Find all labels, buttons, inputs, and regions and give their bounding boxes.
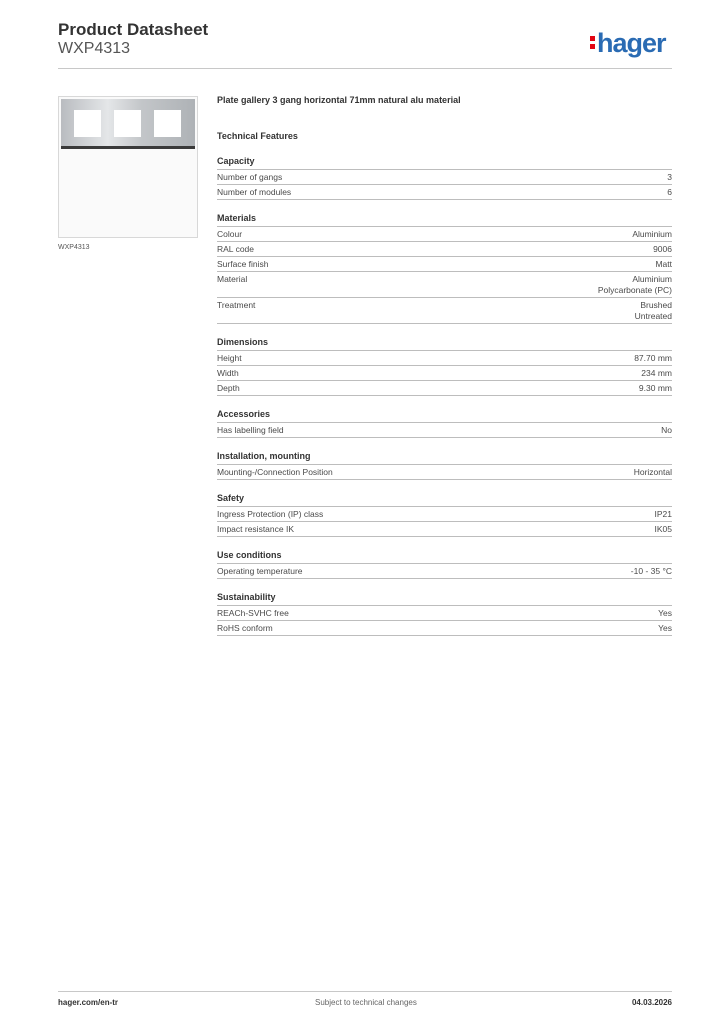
spec-value-line: Aluminium — [632, 274, 672, 284]
gang-opening-2 — [114, 110, 141, 137]
spec-value-line: Polycarbonate (PC) — [597, 285, 672, 295]
spec-row — [217, 227, 672, 242]
spec-value: 3 — [667, 172, 672, 182]
section-dimensions — [217, 336, 672, 396]
spec-value: 9.30 mm — [638, 383, 672, 393]
spec-value: 87.70 mm — [634, 353, 672, 363]
spec-content — [217, 93, 672, 636]
spec-value: Yes — [658, 623, 672, 633]
spec-row — [217, 351, 672, 366]
spec-row — [217, 272, 672, 298]
spec-label: Material — [217, 274, 248, 284]
section-sustainability — [217, 591, 672, 636]
spec-value-line: Untreated — [634, 311, 672, 321]
section-title: Use conditions — [217, 549, 672, 564]
product-name: Plate gallery 3 gang horizontal 71mm natural alu material — [217, 95, 461, 105]
section-title: Accessories — [217, 408, 672, 423]
plate-illustration — [61, 99, 195, 149]
section-title: Dimensions — [217, 336, 672, 351]
spec-value — [598, 274, 672, 296]
spec-label: Has labelling field — [217, 425, 284, 435]
spec-label: Surface finish — [217, 259, 269, 269]
section-use-conditions — [217, 549, 672, 579]
product-image — [58, 96, 198, 238]
spec-value: -10 - 35 °C — [630, 566, 672, 576]
section-safety — [217, 492, 672, 537]
spec-label: Mounting-/Connection Position — [217, 467, 333, 477]
spec-row — [217, 522, 672, 537]
spec-label: Operating temperature — [217, 566, 303, 576]
spec-row — [217, 242, 672, 257]
section-title: Installation, mounting — [217, 450, 672, 465]
logo-dots-icon — [590, 34, 596, 54]
spec-label: Impact resistance IK — [217, 524, 295, 534]
spec-row — [217, 621, 672, 636]
spec-label: REACh-SVHC free — [217, 608, 289, 618]
footer-divider — [58, 991, 672, 992]
spec-label: Height — [217, 353, 242, 363]
spec-label: Number of modules — [217, 187, 292, 197]
spec-row — [217, 185, 672, 200]
section-title: Materials — [217, 212, 672, 227]
spec-row — [217, 606, 672, 621]
technical-features-heading: Technical Features — [217, 131, 298, 141]
section-title: Sustainability — [217, 591, 672, 606]
hager-logo — [590, 28, 666, 58]
spec-label: Colour — [217, 229, 243, 239]
spec-row — [217, 366, 672, 381]
image-caption: WXP4313 — [58, 244, 90, 251]
section-capacity — [217, 155, 672, 200]
header-divider — [58, 68, 672, 69]
spec-label: RoHS conform — [217, 623, 273, 633]
spec-value: Horizontal — [633, 467, 672, 477]
spec-value: Matt — [655, 259, 672, 269]
spec-value: Yes — [658, 608, 672, 618]
spec-label: RAL code — [217, 244, 255, 254]
spec-row — [217, 298, 672, 324]
spec-row — [217, 257, 672, 272]
section-materials — [217, 212, 672, 324]
spec-label: Width — [217, 368, 239, 378]
section-title: Capacity — [217, 155, 672, 170]
spec-label: Number of gangs — [217, 172, 283, 182]
spec-value-line: Brushed — [640, 300, 672, 310]
spec-value: Aluminium — [632, 229, 672, 239]
section-title: Safety — [217, 492, 672, 507]
footer-notice: Subject to technical changes — [315, 998, 417, 1007]
spec-label: Depth — [217, 383, 240, 393]
spec-row — [217, 423, 672, 438]
spec-row — [217, 507, 672, 522]
spec-value: No — [661, 425, 672, 435]
spec-value — [635, 300, 672, 322]
product-code: WXP4313 — [58, 40, 131, 57]
spec-row — [217, 381, 672, 396]
spec-label: Treatment — [217, 300, 256, 310]
gang-opening-3 — [154, 110, 181, 137]
logo-text: hager — [597, 28, 666, 58]
spec-value: IP21 — [654, 509, 672, 519]
spec-label: Ingress Protection (IP) class — [217, 509, 324, 519]
section-accessories — [217, 408, 672, 438]
gang-opening-1 — [74, 110, 101, 137]
spec-value: IK05 — [654, 524, 672, 534]
section-installation — [217, 450, 672, 480]
spec-row — [217, 564, 672, 579]
spec-value: 9006 — [653, 244, 672, 254]
spec-value: 234 mm — [641, 368, 672, 378]
footer-website-link[interactable]: hager.com/en-tr — [58, 998, 119, 1007]
spec-row — [217, 170, 672, 185]
footer-date: 04.03.2026 — [631, 998, 672, 1007]
spec-value: 6 — [667, 187, 672, 197]
spec-row — [217, 465, 672, 480]
page-title: Product Datasheet — [58, 20, 209, 39]
